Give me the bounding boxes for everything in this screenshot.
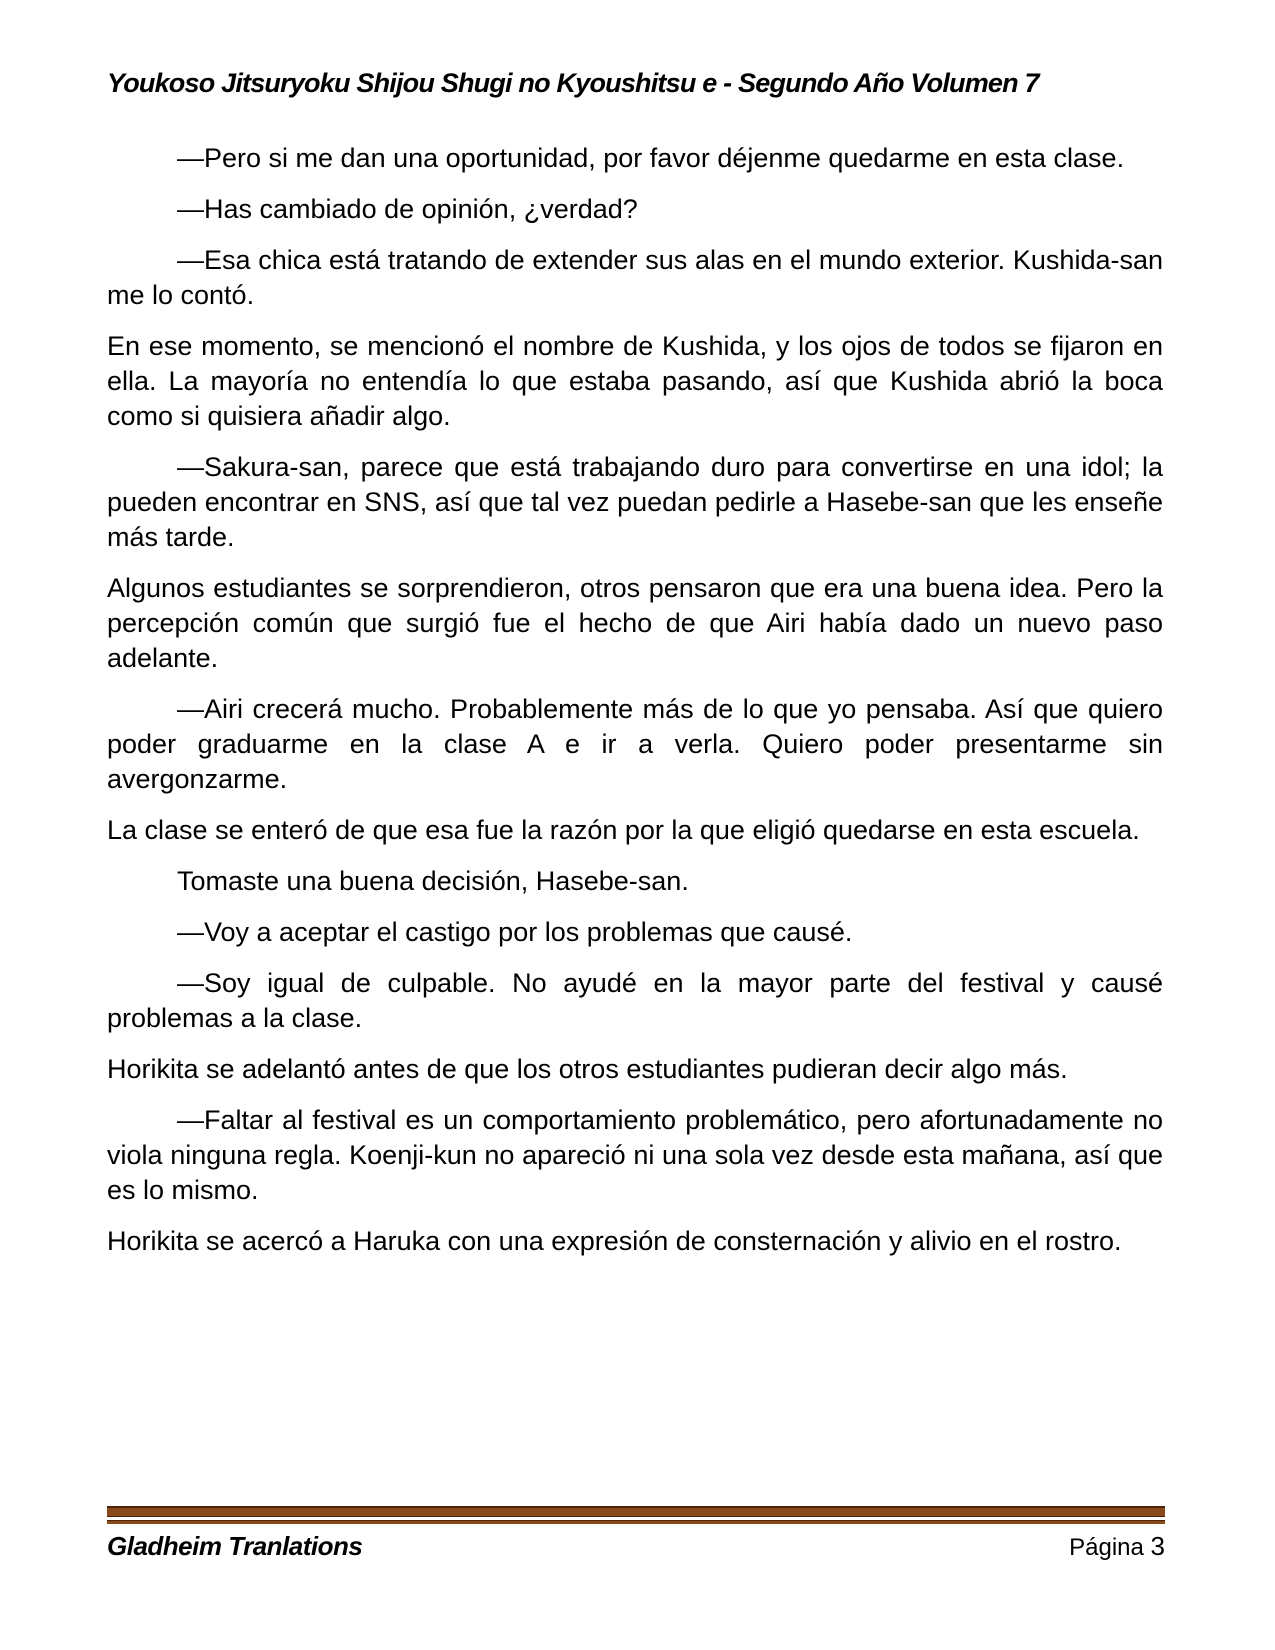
paragraph: —Sakura-san, parece que está trabajando duro para convertirse en una idol; la pueden encontrar en SNS, así que tal vez puedan pedirle a Hasebe-san que les enseñe más tarde. xyxy=(107,452,1163,552)
paragraph: —Airi crecerá mucho. Probablemente más de lo que yo pensaba. Así que quiero poder graduarme en la clase A e ir a verla. Quiero poder presentarme sin avergonzarme. xyxy=(107,694,1163,794)
document-footer xyxy=(107,1506,1165,1562)
footer-row xyxy=(107,1531,1165,1562)
document-body xyxy=(107,141,1163,1275)
footer-page-number: 3 xyxy=(1150,1531,1165,1561)
paragraph: Horikita se adelantó antes de que los otros estudiantes pudieran decir algo más. xyxy=(107,1054,1068,1084)
paragraph: —Pero si me dan una oportunidad, por favor déjenme quedarme en esta clase. xyxy=(177,143,1125,173)
paragraph: Algunos estudiantes se sorprendieron, otros pensaron que era una buena idea. Pero la percepción común que surgió fue el hecho de que Airi había dado un nuevo paso adelante. xyxy=(107,573,1163,673)
paragraph: En ese momento, se mencionó el nombre de Kushida, y los ojos de todos se fijaron en ella. La mayoría no entendía lo que estaba pasando, así que Kushida abrió la boca como si quisiera añadir algo. xyxy=(107,331,1163,431)
footer-rule-band xyxy=(107,1506,1165,1517)
paragraph: —Has cambiado de opinión, ¿verdad? xyxy=(177,194,638,224)
footer-rule-line xyxy=(107,1520,1165,1524)
footer-translator: Gladheim Tranlations xyxy=(107,1531,363,1561)
paragraph: —Voy a aceptar el castigo por los problemas que causé. xyxy=(177,917,853,947)
paragraph: La clase se enteró de que esa fue la razón por la que eligió quedarse en esta escuela. xyxy=(107,815,1140,845)
header-title: Youkoso Jitsuryoku Shijou Shugi no Kyoushitsu e - Segundo Año Volumen 7 xyxy=(107,68,1039,98)
footer-page xyxy=(1069,1531,1165,1562)
paragraphs xyxy=(107,141,1163,1259)
document-header xyxy=(107,68,1163,99)
paragraph: —Soy igual de culpable. No ayudé en la mayor parte del festival y causé problemas a la clase. xyxy=(107,968,1163,1033)
footer-page-label: Página xyxy=(1069,1534,1144,1561)
paragraph: Horikita se acercó a Haruka con una expresión de consternación y alivio en el rostro. xyxy=(107,1226,1122,1256)
paragraph: Tomaste una buena decisión, Hasebe-san. xyxy=(177,866,689,896)
paragraph: —Faltar al festival es un comportamiento problemático, pero afortunadamente no viola ninguna regla. Koenji-kun no apareció ni una sola vez desde esta mañana, así que es lo mismo. xyxy=(107,1105,1163,1205)
paragraph: —Esa chica está tratando de extender sus alas en el mundo exterior. Kushida-san me lo contó. xyxy=(107,245,1163,310)
